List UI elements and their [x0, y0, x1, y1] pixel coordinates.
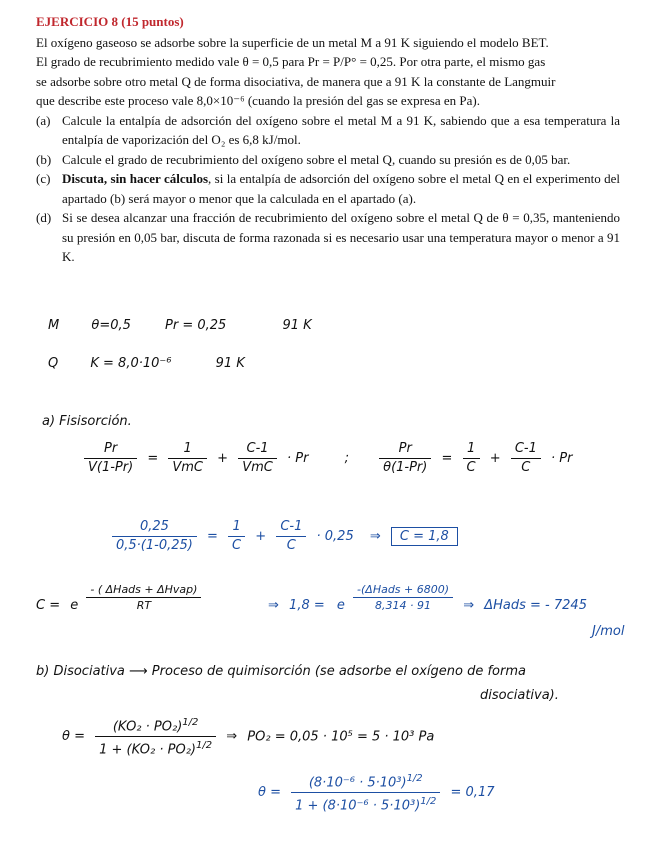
- metal-q: Q: [48, 356, 59, 371]
- theta-numerator: (KO₂ · PO₂): [112, 719, 183, 735]
- exercise-intro: [36, 33, 620, 111]
- fraction-denominator: V(1-Pr): [88, 460, 134, 475]
- exponent-numerator: -(ΔHads + 6800): [353, 582, 453, 598]
- exponent: 1/2: [196, 740, 213, 752]
- fraction-denominator: C: [232, 538, 242, 553]
- question-text: Calcule la entalpía de adsorción del oxígeno sobre el metal M a 91 K, sabiendo que a esa temperatura la entalpía de vaporización del O₂ es 6,8 kJ/mol.: [62, 112, 620, 147]
- exercise-statement: [36, 12, 620, 267]
- fraction-numerator: 0,25: [112, 518, 197, 537]
- temperature: 91 K: [215, 356, 245, 371]
- theta-denominator: 1 + (8·10⁻⁶ · 5·10³): [295, 798, 421, 814]
- bet-equation-row: $\frac{Pr}{V(1-Pr)}$ = $\frac{1}{\text{VmC}}$ + $\frac{C-1}{\text{VmC}}$ · Pr ; $\frac{Pr}{\theta(1-Pr)}$ = $\frac{1}{C}$ + $\frac{C-1}{C}$ · Pr: [84, 440, 578, 477]
- theta-lhs: θ =: [62, 729, 85, 745]
- exercise-title: EJERCICIO 8 (15 puntos): [36, 14, 184, 29]
- theta-numerator: (8·10⁻⁶ · 5·10³): [308, 775, 407, 791]
- equation-tail: · Pr: [551, 451, 573, 466]
- question-label: (b): [36, 151, 52, 167]
- question-text: Si se desea alcanzar una fracción de recubrimiento del oxígeno sobre el metal Q de θ = 0,35, manteniendo su presión en 0,05 bar, discuta de forma razonada si es necesario usar una temperatura mayor o menor a 91 K.: [62, 210, 620, 264]
- exp-base: e: [336, 598, 345, 613]
- langmuir-constant: K = 8,0·10⁻⁶: [90, 356, 172, 371]
- c-result-box: C = 1,8: [391, 527, 458, 546]
- question-label: (a): [36, 112, 51, 128]
- c-calculation-row: $\frac{0,25}{0,5\cdot(1-0,25)}$ = $\frac{1}{C}$ + $\frac{C-1}{C}$ · 0,25 ⇒ C = 1,8: [112, 518, 458, 555]
- data-row-m: [48, 318, 312, 333]
- question-text: Calcule el grado de recubrimiento del oxígeno sobre el metal Q, cuando su presión es de 0,05 bar.: [62, 151, 571, 167]
- fraction-denominator: VmC: [242, 460, 273, 475]
- question-label: (c): [36, 171, 51, 186]
- question-label: (d): [36, 210, 52, 225]
- fraction-denominator: θ(1-Pr): [383, 460, 428, 475]
- exponent-numerator: - ( ΔHads + ΔHvap): [86, 582, 201, 598]
- question-list: [36, 111, 620, 267]
- intro-line: que describe este proceso vale 8,0×10⁻⁶ (cuando la presión del gas se expresa en Pa).: [36, 93, 480, 108]
- fraction-numerator: Pr: [379, 440, 431, 459]
- arrow-icon: ⇒: [226, 729, 238, 745]
- question-text: , si la entalpía de adsorción del oxígeno sobre el metal Q en el experimento del apartado (b) será mayor o menor que la calculada en el apartado (a).: [62, 171, 620, 206]
- fraction-denominator: C: [286, 538, 296, 553]
- theta-value: θ=0,5: [91, 318, 131, 333]
- fraction-numerator: 1: [168, 440, 207, 459]
- question-text-wrap: [62, 169, 620, 208]
- fraction-denominator: C: [466, 460, 476, 475]
- question-emphasis: Discuta, sin hacer cálculos: [62, 171, 209, 186]
- metal-m: M: [48, 318, 60, 333]
- part-b-line-1: b) Disociativa ⟶ Proceso de quimisorción (se adsorbe el oxígeno de forma: [36, 664, 526, 679]
- question-a: [36, 111, 620, 150]
- fraction-denominator: C: [521, 460, 531, 475]
- fraction-numerator: C-1: [276, 518, 306, 537]
- exp-base: e: [70, 598, 79, 613]
- fraction-numerator: 1: [228, 518, 245, 537]
- separator: ;: [344, 451, 349, 466]
- fraction-numerator: C-1: [238, 440, 277, 459]
- exponent: 1/2: [182, 717, 199, 728]
- c-exponential-row: [36, 582, 201, 613]
- exponent-denominator: 8,314 · 91: [375, 599, 432, 612]
- arrow-icon: ⇒: [369, 529, 381, 544]
- intro-line: se adsorbe sobre otro metal Q de forma disociativa, de manera que a 91 K la constante de Langmuir: [36, 73, 556, 89]
- dh-calculation-row: [262, 582, 587, 613]
- equation-tail: · Pr: [286, 451, 309, 466]
- theta-result: = 0,17: [450, 785, 495, 801]
- intro-line: El grado de recubrimiento medido vale θ = 0,5 para Pr = P/P° = 0,25. Por otra parte, el mismo gas: [36, 54, 546, 69]
- theta-lhs: θ =: [258, 785, 281, 801]
- dh-result: ΔHads = - 7245: [484, 598, 587, 613]
- exponent: 1/2: [406, 773, 423, 784]
- c-lhs: C =: [36, 598, 61, 613]
- question-c: [36, 169, 620, 208]
- fraction-denominator: VmC: [172, 460, 204, 475]
- question-d: [36, 208, 620, 267]
- data-row-q: [48, 356, 245, 371]
- arrow-icon: ⇒: [463, 598, 475, 613]
- part-a-heading: a) Fisisorción.: [42, 414, 132, 429]
- pressure-conversion: PO₂ = 0,05 · 10⁵ = 5 · 10³ Pa: [247, 729, 435, 745]
- arrow-icon: ⇒: [268, 598, 279, 613]
- theta-denominator: 1 + (KO₂ · PO₂): [99, 742, 196, 758]
- langmuir-dissociative-row: [62, 714, 434, 760]
- fraction-denominator: 0,5·(1-0,25): [116, 538, 193, 553]
- temperature: 91 K: [282, 318, 312, 333]
- fraction-numerator: C-1: [511, 440, 541, 459]
- question-b: [36, 150, 620, 170]
- part-b-line-2: disociativa).: [480, 688, 559, 703]
- fraction-numerator: 1: [463, 440, 480, 459]
- dh-unit: J/mol: [592, 624, 625, 639]
- exponent: 1/2: [420, 796, 437, 808]
- intro-line: El oxígeno gaseoso se adsorbe sobre la superficie de un metal M a 91 K siguiendo el modelo BET.: [36, 34, 549, 50]
- theta-calculation-row: [258, 770, 501, 816]
- equation-tail: · 0,25: [316, 529, 354, 544]
- c-step-lhs: 1,8 =: [289, 598, 325, 613]
- fraction-numerator: Pr: [84, 440, 137, 459]
- pr-value: Pr = 0,25: [165, 318, 227, 333]
- exponent-denominator: RT: [136, 599, 152, 612]
